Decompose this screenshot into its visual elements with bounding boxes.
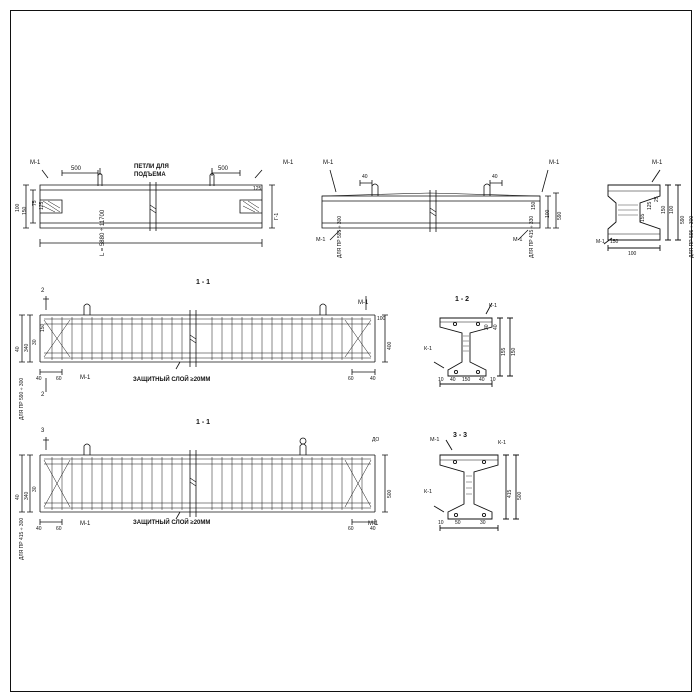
s11u-bdim-60r: 60	[348, 376, 354, 382]
s11l-dim-340: 340	[24, 491, 30, 500]
s11l-mark-tr: ДО	[372, 437, 380, 443]
rsec-dim-100b: 100	[628, 251, 637, 257]
rsec-mark-1: М-1	[652, 160, 663, 166]
s12-dim-40b: 40	[479, 377, 485, 383]
section-3-3-label: 3 - 3	[453, 432, 468, 439]
s12-dim-40v: 40	[493, 324, 499, 330]
side-mark-br: М-1	[513, 237, 523, 243]
side-dim-40-left: 40	[362, 174, 368, 180]
s11u-mark-bl: М-1	[80, 375, 91, 381]
side-dim-590: 590	[557, 211, 563, 220]
plan-note-loops-line2: ПОДЪЕМА	[134, 172, 166, 178]
s11u-dim-30: 30	[32, 339, 38, 345]
s11u-dim-100: 100	[377, 316, 386, 322]
s11u-bdim-40r: 40	[370, 376, 376, 382]
s11l-dim-30: 30	[32, 486, 38, 492]
section-1-1-upper-label: 1 - 1	[196, 279, 211, 286]
rsec-extra-dim: 150	[610, 239, 619, 245]
s11l-mark-br: М-1	[368, 521, 379, 527]
section-1-2-label: 1 - 2	[455, 296, 470, 303]
side-note-595: ДЛЯ ПР 595 ÷ 300	[337, 215, 343, 258]
s33-dim-500: 500	[517, 491, 523, 500]
s33-mark-k1-top: К-1	[498, 440, 507, 446]
s11u-side-label: ДЛЯ ПР 590 ÷ 300	[19, 377, 25, 420]
s11u-dim-40: 40	[15, 346, 21, 352]
side-mark-tr: М-1	[549, 160, 560, 166]
rsec-dim-125: 125	[647, 201, 653, 210]
s12-dim-155: 155	[501, 347, 507, 356]
s12-dim-150: 150	[462, 377, 471, 383]
s11l-mark-bl: М-1	[80, 521, 91, 527]
s11u-dim-400: 400	[387, 341, 393, 350]
plan-dim-100: 100	[15, 203, 21, 212]
section-1-1-lower-label: 1 - 1	[196, 419, 211, 426]
s11l-dim-500: 500	[387, 489, 393, 498]
side-mark-bl: М-1	[316, 237, 326, 243]
s11u-bdim-60l: 60	[56, 376, 62, 382]
s12-dim-10: 10	[438, 377, 444, 383]
s12-mark-k1-top: К-1	[489, 303, 498, 309]
plan-note-loops-line1: ПЕТЛИ ДЛЯ	[134, 164, 169, 170]
s11l-cover-note: ЗАЩИТНЫЙ СЛОЙ ≥20ММ	[133, 520, 211, 526]
s33-dim-415: 415	[507, 489, 513, 498]
s12-dim-30v: 30	[484, 324, 490, 330]
plan-dim-125: 125	[39, 201, 45, 210]
rsec-note: ДЛЯ ПР 595 ÷ 300	[689, 215, 695, 258]
s11u-mark-tr: М-1	[358, 300, 369, 306]
s11u-dim-150: 150	[40, 323, 46, 332]
side-dim-40-right: 40	[492, 174, 498, 180]
rsec-dim-155: 155	[640, 213, 646, 222]
rsec-dim-150: 150	[661, 205, 667, 214]
s33-dim-10: 10	[438, 520, 444, 526]
side-note-415: ДЛЯ ПР 415 ÷ 330	[529, 215, 535, 258]
s33-dim-50: 50	[455, 520, 461, 526]
plan-dim-75: 75	[32, 200, 38, 206]
plan-mark-right: М-1	[283, 160, 294, 166]
s11l-bdim-60r: 60	[348, 526, 354, 532]
s33-dim-30: 30	[480, 520, 486, 526]
s12-dim-10b: 10	[490, 377, 496, 383]
s33-mark-m1: М-1	[430, 437, 440, 443]
side-mark-tl: М-1	[323, 160, 334, 166]
s11l-bdim-60l: 60	[56, 526, 62, 532]
plan-note-right-dim: 125	[253, 186, 262, 192]
s11l-dim-40: 40	[15, 494, 21, 500]
s11u-cover-note: ЗАЩИТНЫЙ СЛОЙ ≥20ММ	[133, 377, 211, 383]
plan-overall-dim: L = 5880 ÷ 11700	[100, 209, 106, 256]
rsec-dim-25: 25	[654, 196, 660, 202]
plan-dim-500-left: 500	[71, 166, 82, 172]
side-dim-100: 100	[545, 209, 551, 218]
s12-dim-40: 40	[450, 377, 456, 383]
side-dim-150: 150	[531, 201, 537, 210]
s11u-mark-br: 2	[41, 392, 45, 398]
s11l-side-label: ДЛЯ ПР 415 ÷ 300	[19, 517, 25, 560]
plan-dim-500-right: 500	[218, 166, 229, 172]
s12-dim-150v: 150	[511, 347, 517, 356]
rsec-dim-590: 590	[680, 215, 686, 224]
s11u-dim-340: 340	[24, 343, 30, 352]
rsec-mark-2: М-1	[596, 239, 605, 245]
s11u-mark-tl: 2	[41, 288, 45, 294]
s11l-bdim-40l: 40	[36, 526, 42, 532]
s11u-bdim-40l: 40	[36, 376, 42, 382]
plan-dim-150: 150	[22, 206, 28, 215]
s11l-mark-tl: 3	[41, 428, 45, 434]
s12-mark-k1-bottom: К-1	[424, 346, 433, 352]
s33-mark-k1-bottom: К-1	[424, 489, 433, 495]
rsec-dim-100: 100	[669, 205, 675, 214]
plan-side-note: Г-1	[274, 212, 280, 220]
s11l-bdim-40r: 40	[370, 526, 376, 532]
plan-mark-left: М-1	[30, 160, 41, 166]
